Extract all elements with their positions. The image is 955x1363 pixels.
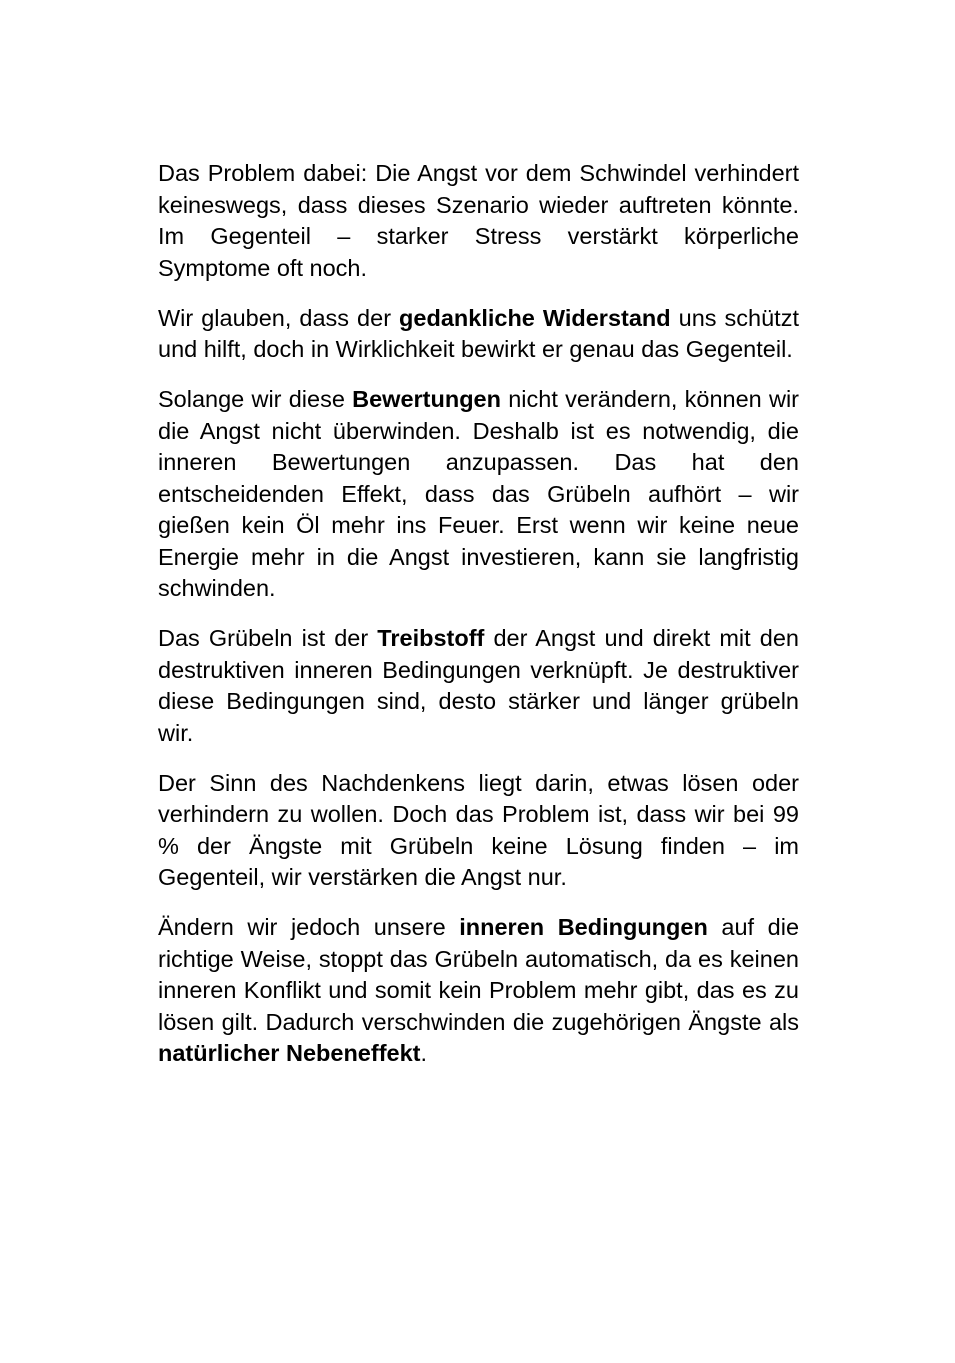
document-body <box>158 158 799 1088</box>
bold-phrase-bewertungen: Bewertungen <box>352 386 501 412</box>
text-segment: Der Sinn des Nachdenkens liegt darin, etwas lösen oder verhindern zu wollen. Doch das Problem ist, dass wir bei 99 % der Ängste mit Grübeln keine Lösung finden – im Gegenteil, wir verstärken die Angst nur. <box>158 769 799 890</box>
paragraph-4 <box>158 623 799 749</box>
text-segment: Solange wir diese <box>158 386 353 412</box>
bold-phrase-natuerlicher-nebeneffekt: natürlicher Nebeneffekt <box>158 1040 421 1066</box>
text-segment: nicht verändern, können wir die Angst nicht überwinden. Deshalb ist es notwendig, die inneren Bewertungen anzupassen. Das hat den entscheidenden Effekt, dass das Grübeln aufhört – wir gießen kein Öl mehr ins Feuer. Erst wenn wir keine neue Energie mehr in die Angst investieren, kann sie langfristig schwinden. <box>158 386 799 601</box>
text-segment: Ändern wir jedoch unsere <box>158 914 460 940</box>
text-segment: Das Problem dabei: Die Angst vor dem Schwindel verhindert keineswegs, dass dieses Szenario wieder auftreten könnte. Im Gegenteil – starker Stress verstärkt körperliche Symptome oft noch. <box>158 160 799 281</box>
paragraph-6 <box>158 912 799 1070</box>
text-segment: Wir glauben, dass der <box>158 304 400 331</box>
paragraph-1 <box>158 158 799 284</box>
text-segment: der Angst und direkt mit den destruktiven inneren Bedingungen verknüpft. Je destruktiver diese Bedingungen sind, desto stärker und länger grübeln wir. <box>158 625 799 746</box>
text-segment: uns schützt und hilft, doch in Wirklichkeit bewirkt er genau das Gegenteil. <box>158 304 799 362</box>
paragraph-3 <box>158 384 799 605</box>
text-segment: . <box>420 1040 428 1066</box>
text-segment: auf die richtige Weise, stoppt das Grübeln automatisch, da es keinen inneren Konflikt und somit kein Problem mehr gibt, das es zu lösen gilt. Dadurch verschwinden die zugehörigen Ängste als <box>158 914 800 1035</box>
paragraph-5 <box>158 768 799 894</box>
bold-phrase-treibstoff: Treibstoff <box>377 625 485 651</box>
paragraph-2 <box>158 303 799 366</box>
bold-phrase-gedankliche-widerstand: gedankliche Widerstand <box>399 304 671 331</box>
bold-phrase-inneren-bedingungen: inneren Bedingungen <box>459 914 708 940</box>
text-segment: Das Grübeln ist der <box>158 625 378 651</box>
